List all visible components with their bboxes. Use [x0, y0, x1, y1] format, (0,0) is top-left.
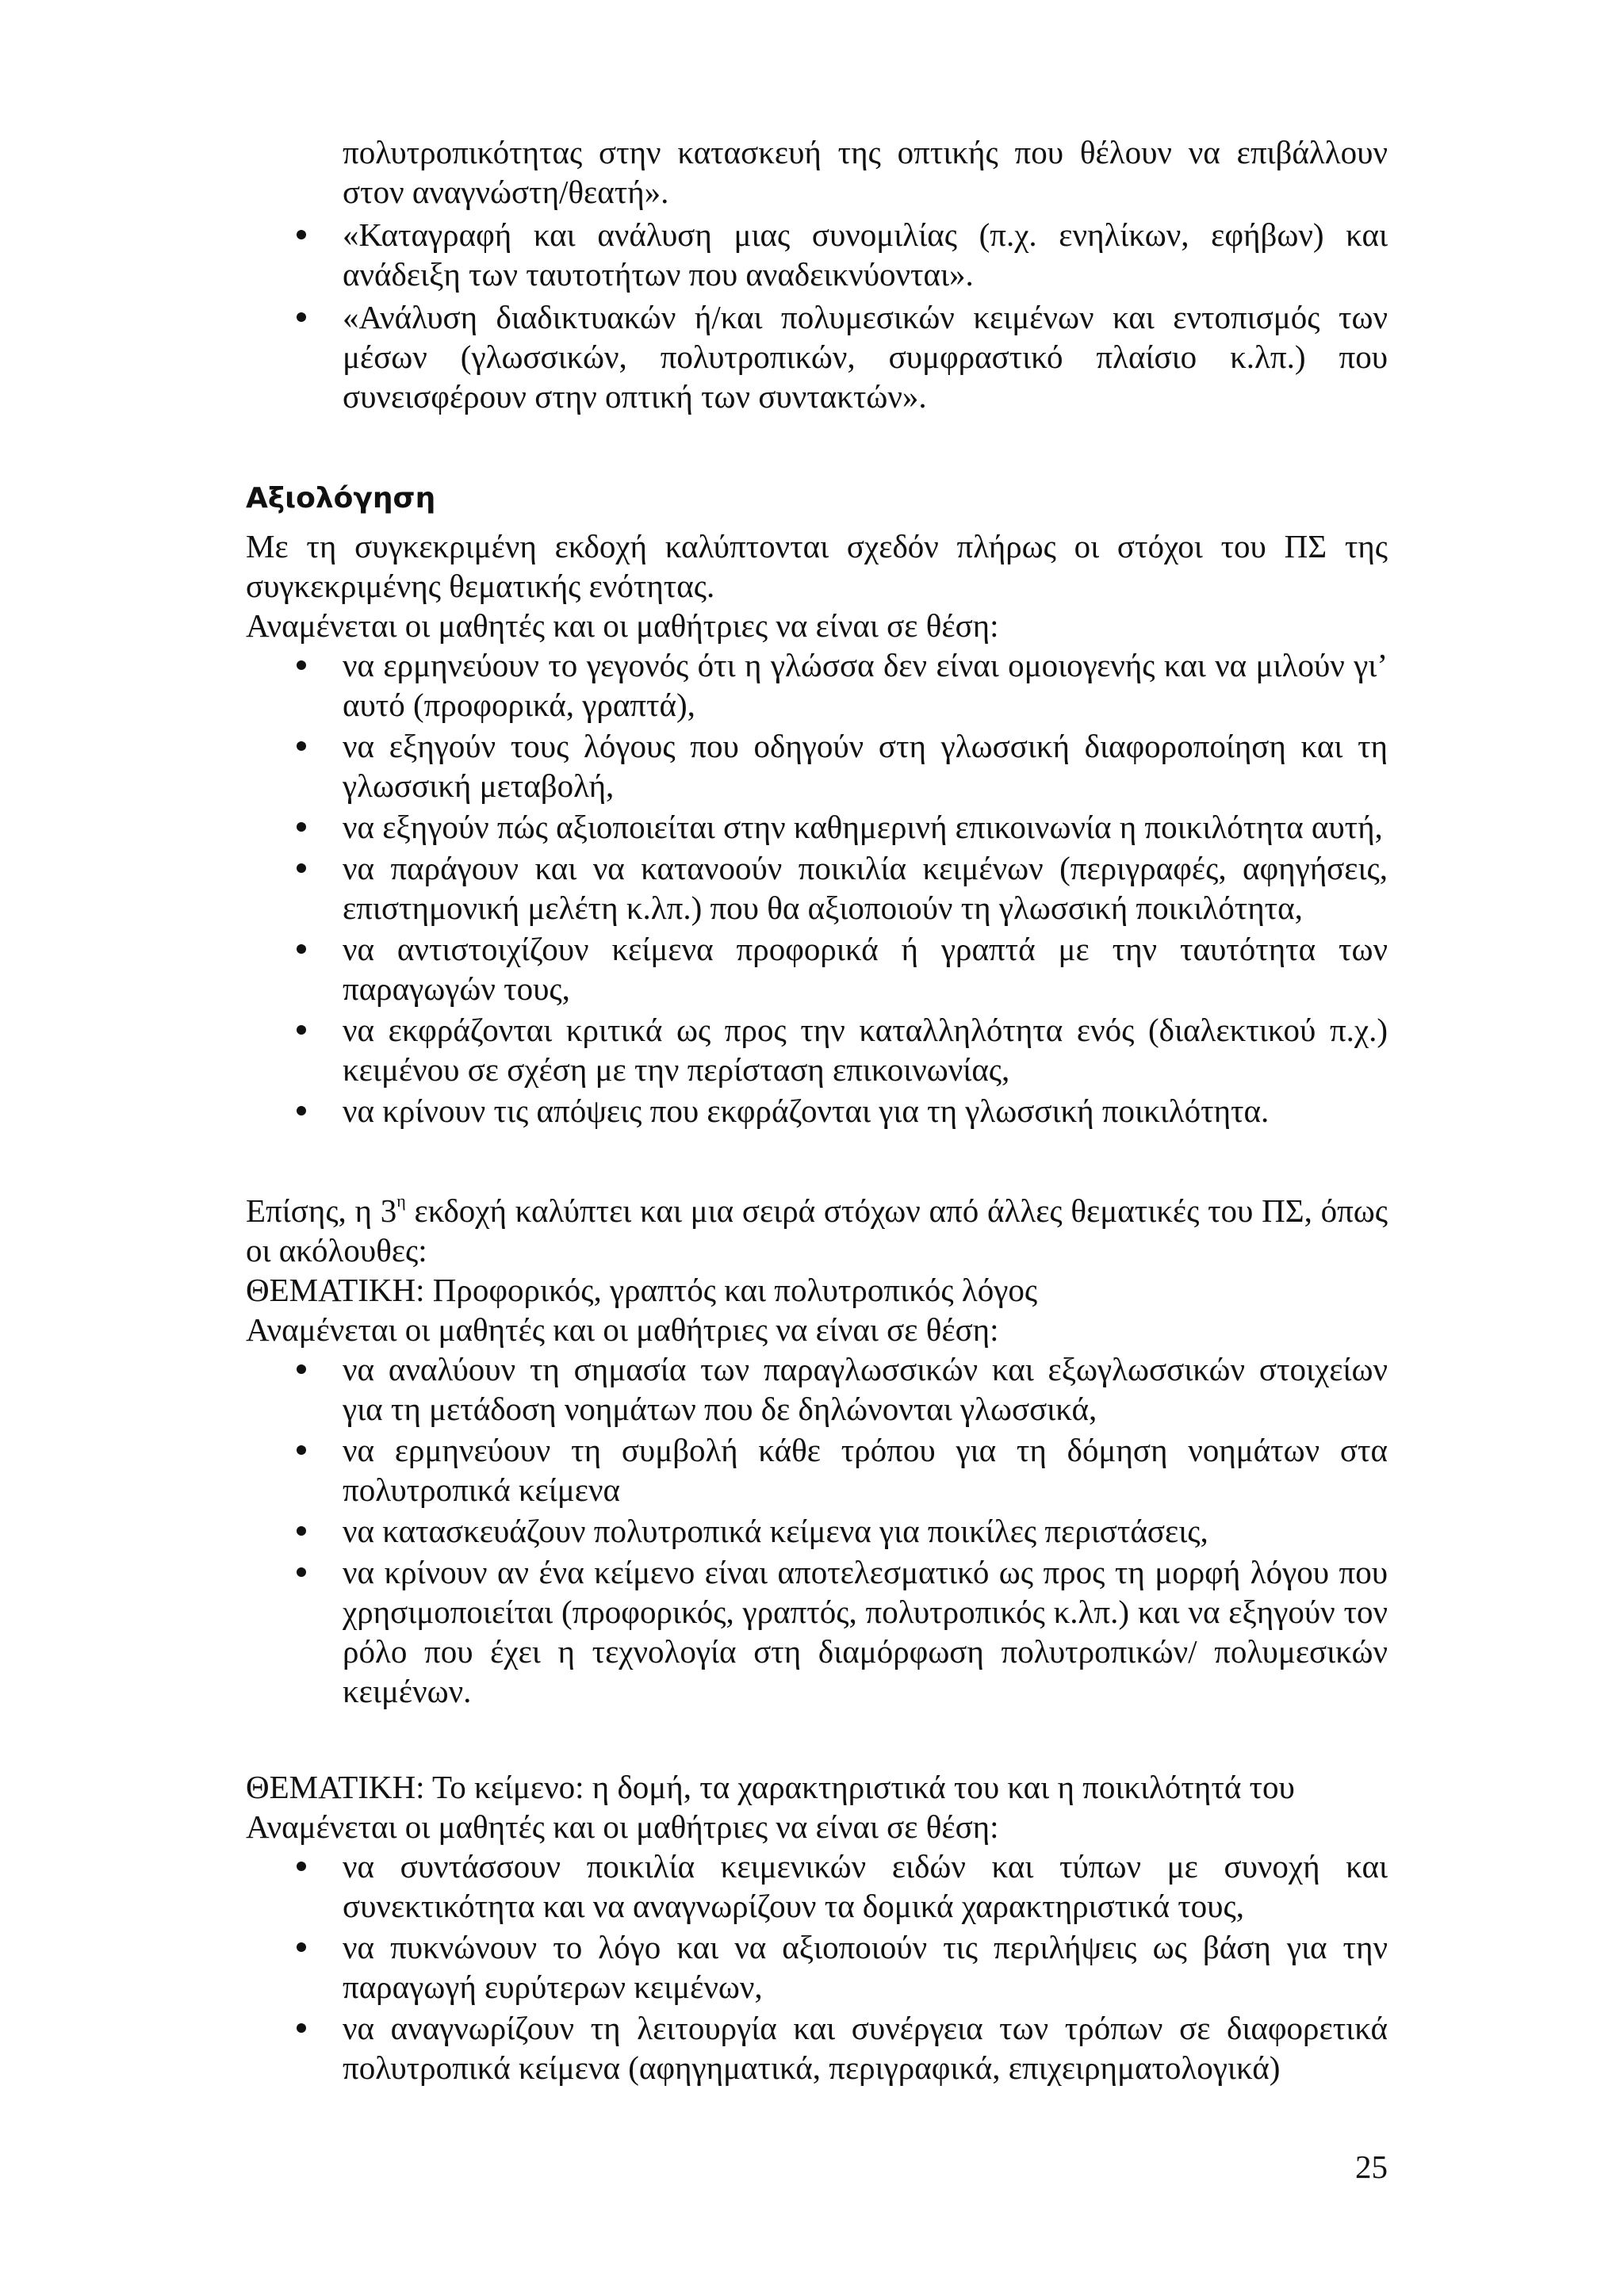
intro-continuation: πολυτροπικότητας στην κατασκευή της οπτικής που θέλουν να επιβάλλουν στον αναγνώστη/θεατή».	[343, 134, 1388, 210]
list-item: να κρίνουν αν ένα κείμενο είναι αποτελεσματικό ως προς τη μορφή λόγου που χρησιμοποιείται (προφορικός, γραπτός, πολυτροπικός κ.λπ.) και να εξηγούν τον ρόλο που έχει η τεχνολογία στη διαμόρφωση πολυτροπικών/ πολυμεσικών κειμένων.	[246, 1552, 1388, 1711]
list-item: να εξηγούν πώς αξιοποιείται στην καθημερινή επικοινωνία η ποικιλότητα αυτή,	[246, 807, 1388, 847]
intro-section	[246, 132, 1388, 416]
list-item: να αντιστοιχίζουν κείμενα προφορικά ή γραπτά με την ταυτότητα των παραγωγών τους,	[246, 929, 1388, 1008]
assessment-bullet-list	[246, 645, 1388, 1131]
list-item: να κρίνουν τις απόψεις που εκφράζονται για τη γλωσσική ποικιλότητα.	[246, 1091, 1388, 1131]
thematic2-section	[246, 1767, 1388, 2087]
list-item: να πυκνώνουν το λόγο και να αξιοποιούν τις περιλήψεις ως βάση για την παραγωγή ευρύτερων κειμένων,	[246, 1927, 1388, 2007]
list-item: να αναγνωρίζουν τη λειτουργία και συνέργεια των τρόπων σε διαφορετικά πολυτροπικά κείμενα (αφηγηματικά, περιγραφικά, επιχειρηματολογικά)	[246, 2008, 1388, 2087]
list-item: να συντάσσουν ποικιλία κειμενικών ειδών και τύπων με συνοχή και συνεκτικότητα και να αναγνωρίζουν τα δομικά χαρακτηριστικά τους,	[246, 1846, 1388, 1926]
assessment-expectation: Αναμένεται οι μαθητές και οι μαθήτριες να είναι σε θέση:	[246, 607, 999, 644]
also-section	[246, 1191, 1388, 1711]
list-item: να παράγουν και να κατανοούν ποικιλία κειμένων (περιγραφές, αφηγήσεις, επιστημονική μελέτη κ.λπ.) που θα αξιοποιούν τη γλωσσική ποικιλότητα,	[246, 848, 1388, 928]
list-item: να ερμηνεύουν τη συμβολή κάθε τρόπου για τη δόμηση νοημάτων στα πολυτροπικά κείμενα	[246, 1430, 1388, 1510]
thematic-title: ΘΕΜΑΤΙΚΗ: Το κείμενο: η δομή, τα χαρακτηριστικά του και η ποικιλότητά του	[246, 1769, 1295, 1805]
thematic2-bullet-list	[246, 1846, 1388, 2087]
thematic-title: ΘΕΜΑΤΙΚΗ: Προφορικός, γραπτός και πολυτροπικός λόγος	[246, 1272, 1038, 1308]
assessment-section	[246, 479, 1388, 1131]
assessment-paragraph: Με τη συγκεκριμένη εκδοχή καλύπτονται σχεδόν πλήρως οι στόχοι του ΠΣ της συγκεκριμένης θεματικής ενότητας.	[246, 528, 1388, 604]
list-item: να κατασκευάζουν πολυτροπικά κείμενα για ποικίλες περιστάσεις,	[246, 1511, 1388, 1551]
thematic-expectation: Αναμένεται οι μαθητές και οι μαθήτριες να είναι σε θέση:	[246, 1311, 999, 1348]
intro-bullet-list	[246, 215, 1388, 416]
also-prefix: Επίσης, η 3	[246, 1192, 397, 1229]
page-number: 25	[1355, 2149, 1388, 2185]
list-item: «Ανάλυση διαδικτυακών ή/και πολυμεσικών κειμένων και εντοπισμός των μέσων (γλωσσικών, πολυτροπικών, συμφραστικό πλαίσιο κ.λπ.) που συνεισφέρουν στην οπτική των συντακτών».	[246, 297, 1388, 416]
section-heading: Αξιολόγηση	[246, 482, 436, 515]
list-item: «Καταγραφή και ανάλυση μιας συνομιλίας (π.χ. ενηλίκων, εφήβων) και ανάδειξη των ταυτοτήτων που αναδεικνύονται».	[246, 215, 1388, 294]
also-suffix: εκδοχή καλύπτει και μια σειρά στόχων από άλλες θεματικές του ΠΣ, όπως οι ακόλουθες:	[246, 1192, 1388, 1269]
also-paragraph	[246, 1191, 1388, 1270]
ordinal-superscript: η	[396, 1191, 406, 1211]
list-item: να ερμηνεύουν το γεγονός ότι η γλώσσα δεν είναι ομοιογενής και να μιλούν γι’ αυτό (προφορικά, γραπτά),	[246, 645, 1388, 725]
list-item: να εξηγούν τους λόγους που οδηγούν στη γλωσσική διαφοροποίηση και τη γλωσσική μεταβολή,	[246, 726, 1388, 806]
thematic1-bullet-list	[246, 1349, 1388, 1711]
list-item: να εκφράζονται κριτικά ως προς την καταλληλότητα ενός (διαλεκτικού π.χ.) κειμένου σε σχέση με την περίσταση επικοινωνίας,	[246, 1010, 1388, 1089]
list-item: να αναλύουν τη σημασία των παραγλωσσικών και εξωγλωσσικών στοιχείων για τη μετάδοση νοημάτων που δε δηλώνονται γλωσσικά,	[246, 1349, 1388, 1429]
thematic-expectation: Αναμένεται οι μαθητές και οι μαθήτριες να είναι σε θέση:	[246, 1808, 999, 1845]
